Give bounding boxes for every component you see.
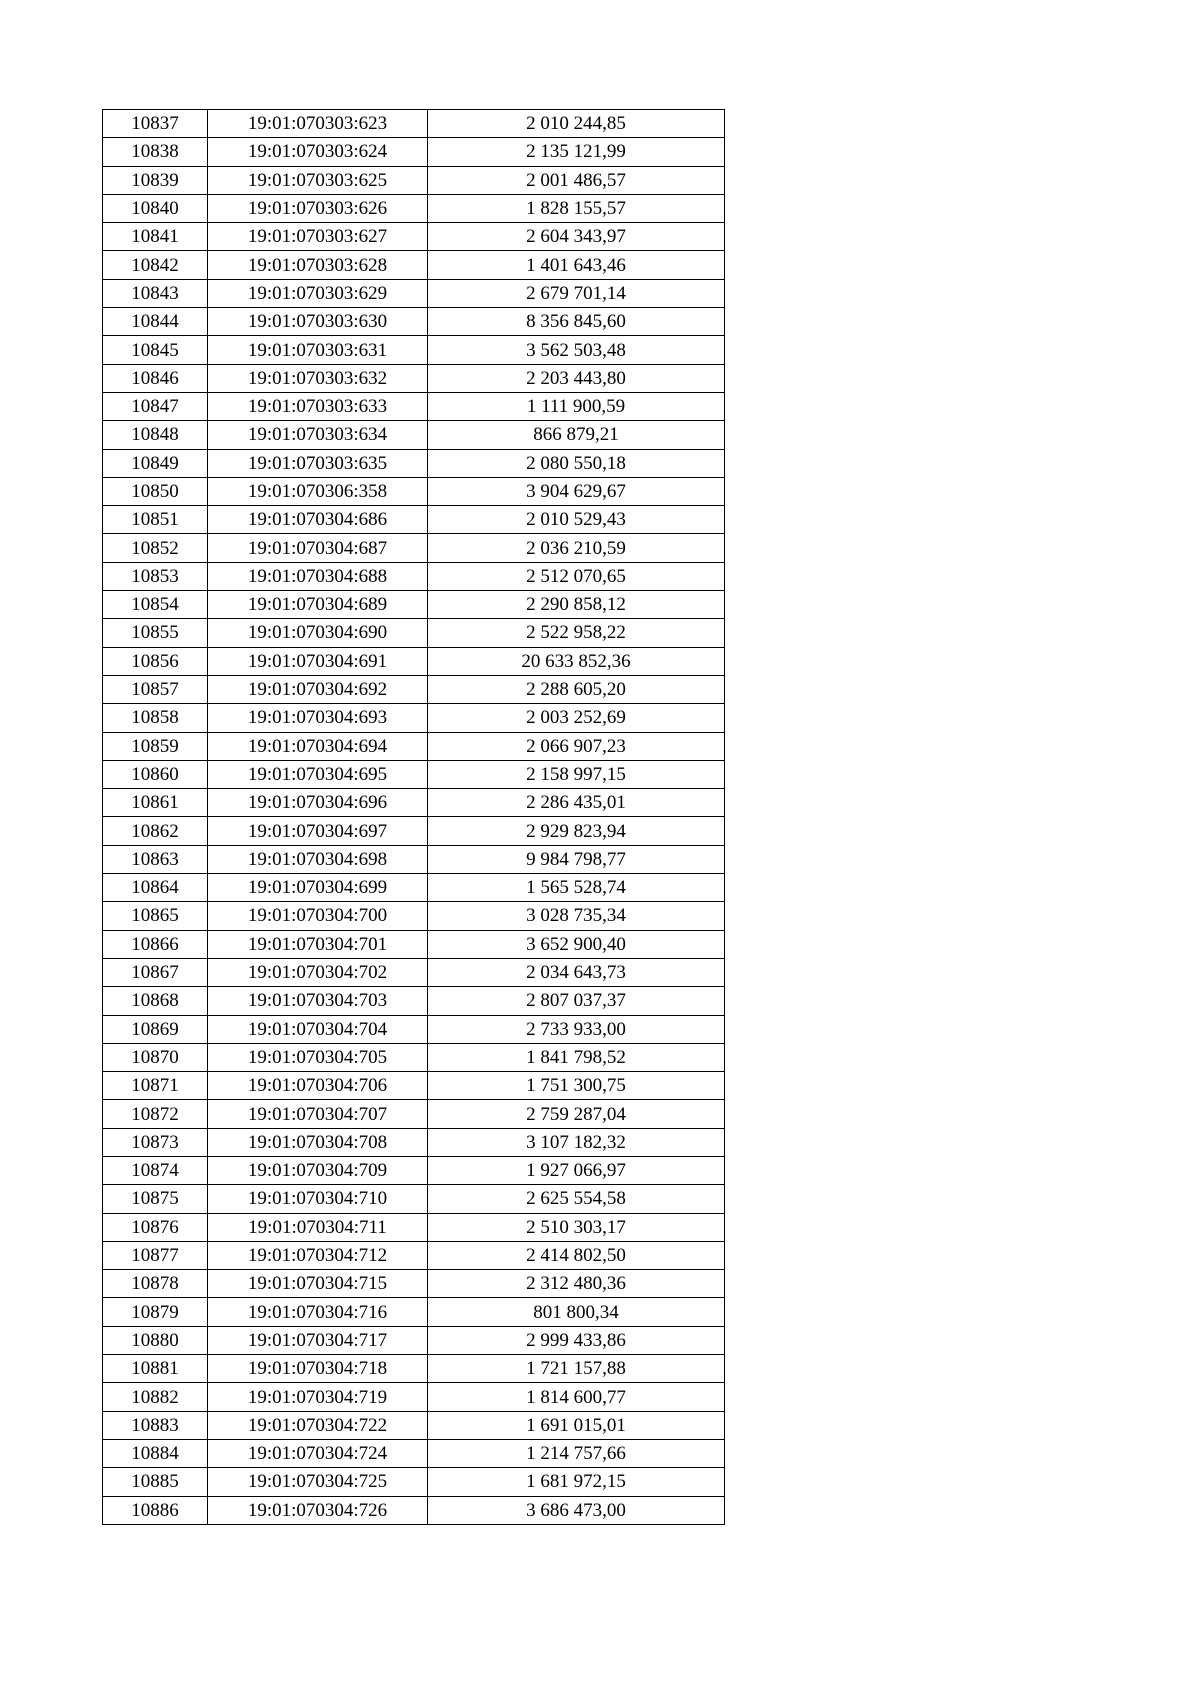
- row-number-cell: 10841: [103, 223, 208, 251]
- cadastral-number-cell: 19:01:070304:707: [208, 1100, 428, 1128]
- row-number-cell: 10866: [103, 930, 208, 958]
- row-number-cell: 10839: [103, 166, 208, 194]
- row-number-cell: 10867: [103, 958, 208, 986]
- cadastral-number-cell: 19:01:070303:632: [208, 364, 428, 392]
- cadastral-value-cell: 3 652 900,40: [428, 930, 725, 958]
- row-number-cell: 10844: [103, 308, 208, 336]
- table-row: [103, 477, 725, 505]
- row-number-cell: 10850: [103, 477, 208, 505]
- row-number-cell: 10845: [103, 336, 208, 364]
- cadastral-number-cell: 19:01:070304:715: [208, 1270, 428, 1298]
- cadastral-value-cell: 1 814 600,77: [428, 1383, 725, 1411]
- cadastral-value-cell: 20 633 852,36: [428, 647, 725, 675]
- table-row: [103, 1100, 725, 1128]
- row-number-cell: 10856: [103, 647, 208, 675]
- cadastral-number-cell: 19:01:070304:686: [208, 506, 428, 534]
- row-number-cell: 10862: [103, 817, 208, 845]
- cadastral-number-cell: 19:01:070304:690: [208, 619, 428, 647]
- row-number-cell: 10846: [103, 364, 208, 392]
- cadastral-value-cell: 1 691 015,01: [428, 1411, 725, 1439]
- cadastral-number-cell: 19:01:070304:701: [208, 930, 428, 958]
- table-row: [103, 704, 725, 732]
- row-number-cell: 10877: [103, 1241, 208, 1269]
- cadastral-value-cell: 2 034 643,73: [428, 958, 725, 986]
- table-row: [103, 1298, 725, 1326]
- table-row: [103, 1043, 725, 1071]
- row-number-cell: 10849: [103, 449, 208, 477]
- table-row: [103, 251, 725, 279]
- cadastral-number-cell: 19:01:070304:695: [208, 760, 428, 788]
- table-row: [103, 336, 725, 364]
- table-row: [103, 166, 725, 194]
- cadastral-number-cell: 19:01:070303:630: [208, 308, 428, 336]
- table-row: [103, 138, 725, 166]
- table-row: [103, 1326, 725, 1354]
- table-row: [103, 1185, 725, 1213]
- row-number-cell: 10882: [103, 1383, 208, 1411]
- row-number-cell: 10842: [103, 251, 208, 279]
- table-row: [103, 958, 725, 986]
- cadastral-number-cell: 19:01:070306:358: [208, 477, 428, 505]
- cadastral-value-cell: 2 010 244,85: [428, 110, 725, 138]
- row-number-cell: 10861: [103, 789, 208, 817]
- cadastral-number-cell: 19:01:070304:704: [208, 1015, 428, 1043]
- cadastral-value-table: [102, 109, 725, 1525]
- cadastral-value-cell: 1 841 798,52: [428, 1043, 725, 1071]
- table-row: [103, 1213, 725, 1241]
- row-number-cell: 10871: [103, 1072, 208, 1100]
- cadastral-number-cell: 19:01:070304:688: [208, 562, 428, 590]
- table-row: [103, 1468, 725, 1496]
- cadastral-value-cell: 2 679 701,14: [428, 279, 725, 307]
- row-number-cell: 10872: [103, 1100, 208, 1128]
- table-row: [103, 562, 725, 590]
- table-row: [103, 760, 725, 788]
- table-row: [103, 1355, 725, 1383]
- cadastral-value-cell: 2 290 858,12: [428, 591, 725, 619]
- row-number-cell: 10878: [103, 1270, 208, 1298]
- table-row: [103, 789, 725, 817]
- row-number-cell: 10883: [103, 1411, 208, 1439]
- row-number-cell: 10840: [103, 194, 208, 222]
- cadastral-value-cell: 3 028 735,34: [428, 902, 725, 930]
- row-number-cell: 10864: [103, 874, 208, 902]
- cadastral-value-cell: 2 080 550,18: [428, 449, 725, 477]
- table-row: [103, 279, 725, 307]
- cadastral-number-cell: 19:01:070304:725: [208, 1468, 428, 1496]
- cadastral-value-cell: 2 312 480,36: [428, 1270, 725, 1298]
- cadastral-number-cell: 19:01:070304:709: [208, 1156, 428, 1184]
- cadastral-value-cell: 2 625 554,58: [428, 1185, 725, 1213]
- table-row: [103, 675, 725, 703]
- cadastral-number-cell: 19:01:070304:711: [208, 1213, 428, 1241]
- table-row: [103, 1411, 725, 1439]
- row-number-cell: 10875: [103, 1185, 208, 1213]
- table-row: [103, 647, 725, 675]
- cadastral-value-cell: 9 984 798,77: [428, 845, 725, 873]
- cadastral-value-cell: 2 999 433,86: [428, 1326, 725, 1354]
- cadastral-value-cell: 2 759 287,04: [428, 1100, 725, 1128]
- table-row: [103, 1072, 725, 1100]
- cadastral-number-cell: 19:01:070304:698: [208, 845, 428, 873]
- cadastral-number-cell: 19:01:070303:628: [208, 251, 428, 279]
- row-number-cell: 10873: [103, 1128, 208, 1156]
- table-row: [103, 1439, 725, 1467]
- table-row: [103, 223, 725, 251]
- row-number-cell: 10865: [103, 902, 208, 930]
- cadastral-number-cell: 19:01:070303:627: [208, 223, 428, 251]
- row-number-cell: 10859: [103, 732, 208, 760]
- cadastral-number-cell: 19:01:070304:724: [208, 1439, 428, 1467]
- table-row: [103, 308, 725, 336]
- cadastral-value-cell: 1 111 900,59: [428, 392, 725, 420]
- table-row: [103, 534, 725, 562]
- cadastral-number-cell: 19:01:070303:633: [208, 392, 428, 420]
- row-number-cell: 10870: [103, 1043, 208, 1071]
- cadastral-value-cell: 2 001 486,57: [428, 166, 725, 194]
- cadastral-value-cell: 1 751 300,75: [428, 1072, 725, 1100]
- cadastral-value-cell: 2 158 997,15: [428, 760, 725, 788]
- table-row: [103, 902, 725, 930]
- row-number-cell: 10874: [103, 1156, 208, 1184]
- cadastral-value-cell: 2 512 070,65: [428, 562, 725, 590]
- row-number-cell: 10863: [103, 845, 208, 873]
- table-row: [103, 1128, 725, 1156]
- table-row: [103, 732, 725, 760]
- row-number-cell: 10886: [103, 1496, 208, 1524]
- cadastral-value-cell: 1 828 155,57: [428, 194, 725, 222]
- cadastral-number-cell: 19:01:070304:705: [208, 1043, 428, 1071]
- cadastral-number-cell: 19:01:070304:696: [208, 789, 428, 817]
- table-row: [103, 1383, 725, 1411]
- row-number-cell: 10848: [103, 421, 208, 449]
- row-number-cell: 10879: [103, 1298, 208, 1326]
- cadastral-value-cell: 1 401 643,46: [428, 251, 725, 279]
- cadastral-number-cell: 19:01:070303:626: [208, 194, 428, 222]
- row-number-cell: 10853: [103, 562, 208, 590]
- cadastral-value-cell: 2 733 933,00: [428, 1015, 725, 1043]
- cadastral-number-cell: 19:01:070304:691: [208, 647, 428, 675]
- cadastral-number-cell: 19:01:070304:703: [208, 987, 428, 1015]
- cadastral-number-cell: 19:01:070303:623: [208, 110, 428, 138]
- cadastral-number-cell: 19:01:070303:625: [208, 166, 428, 194]
- cadastral-value-cell: 2 807 037,37: [428, 987, 725, 1015]
- row-number-cell: 10843: [103, 279, 208, 307]
- cadastral-number-cell: 19:01:070304:722: [208, 1411, 428, 1439]
- cadastral-value-cell: 2 288 605,20: [428, 675, 725, 703]
- cadastral-number-cell: 19:01:070304:708: [208, 1128, 428, 1156]
- table-row: [103, 1241, 725, 1269]
- cadastral-number-cell: 19:01:070304:718: [208, 1355, 428, 1383]
- cadastral-number-cell: 19:01:070303:634: [208, 421, 428, 449]
- cadastral-value-cell: 2 510 303,17: [428, 1213, 725, 1241]
- cadastral-value-cell: 1 721 157,88: [428, 1355, 725, 1383]
- row-number-cell: 10851: [103, 506, 208, 534]
- cadastral-number-cell: 19:01:070304:692: [208, 675, 428, 703]
- cadastral-value-cell: 8 356 845,60: [428, 308, 725, 336]
- cadastral-number-cell: 19:01:070304:699: [208, 874, 428, 902]
- cadastral-value-cell: 2 066 907,23: [428, 732, 725, 760]
- table-row: [103, 110, 725, 138]
- row-number-cell: 10869: [103, 1015, 208, 1043]
- cadastral-number-cell: 19:01:070304:697: [208, 817, 428, 845]
- cadastral-value-cell: 1 565 528,74: [428, 874, 725, 902]
- table-row: [103, 392, 725, 420]
- row-number-cell: 10837: [103, 110, 208, 138]
- table-row: [103, 1270, 725, 1298]
- cadastral-value-cell: 2 135 121,99: [428, 138, 725, 166]
- cadastral-number-cell: 19:01:070303:629: [208, 279, 428, 307]
- table-row: [103, 987, 725, 1015]
- row-number-cell: 10838: [103, 138, 208, 166]
- cadastral-number-cell: 19:01:070304:702: [208, 958, 428, 986]
- cadastral-number-cell: 19:01:070303:631: [208, 336, 428, 364]
- cadastral-value-cell: 2 036 210,59: [428, 534, 725, 562]
- table-row: [103, 845, 725, 873]
- table-row: [103, 874, 725, 902]
- cadastral-value-cell: 2 414 802,50: [428, 1241, 725, 1269]
- cadastral-number-cell: 19:01:070304:706: [208, 1072, 428, 1100]
- cadastral-number-cell: 19:01:070303:635: [208, 449, 428, 477]
- cadastral-number-cell: 19:01:070304:700: [208, 902, 428, 930]
- row-number-cell: 10868: [103, 987, 208, 1015]
- table-row: [103, 421, 725, 449]
- cadastral-number-cell: 19:01:070304:687: [208, 534, 428, 562]
- table-row: [103, 1156, 725, 1184]
- table-row: [103, 506, 725, 534]
- cadastral-value-cell: 3 562 503,48: [428, 336, 725, 364]
- cadastral-value-cell: 2 003 252,69: [428, 704, 725, 732]
- cadastral-value-cell: 801 800,34: [428, 1298, 725, 1326]
- table-row: [103, 817, 725, 845]
- table-body: [103, 110, 725, 1525]
- row-number-cell: 10857: [103, 675, 208, 703]
- cadastral-number-cell: 19:01:070304:717: [208, 1326, 428, 1354]
- cadastral-number-cell: 19:01:070304:716: [208, 1298, 428, 1326]
- cadastral-value-cell: 866 879,21: [428, 421, 725, 449]
- cadastral-number-cell: 19:01:070304:694: [208, 732, 428, 760]
- row-number-cell: 10884: [103, 1439, 208, 1467]
- row-number-cell: 10852: [103, 534, 208, 562]
- table-row: [103, 619, 725, 647]
- cadastral-value-cell: 2 929 823,94: [428, 817, 725, 845]
- cadastral-number-cell: 19:01:070304:726: [208, 1496, 428, 1524]
- table-row: [103, 1496, 725, 1524]
- cadastral-number-cell: 19:01:070304:710: [208, 1185, 428, 1213]
- cadastral-value-cell: 2 522 958,22: [428, 619, 725, 647]
- row-number-cell: 10880: [103, 1326, 208, 1354]
- row-number-cell: 10855: [103, 619, 208, 647]
- table-row: [103, 1015, 725, 1043]
- cadastral-number-cell: 19:01:070304:719: [208, 1383, 428, 1411]
- cadastral-value-cell: 2 010 529,43: [428, 506, 725, 534]
- row-number-cell: 10876: [103, 1213, 208, 1241]
- cadastral-value-cell: 2 286 435,01: [428, 789, 725, 817]
- row-number-cell: 10885: [103, 1468, 208, 1496]
- cadastral-value-cell: 1 681 972,15: [428, 1468, 725, 1496]
- cadastral-value-cell: 1 214 757,66: [428, 1439, 725, 1467]
- cadastral-value-cell: 3 107 182,32: [428, 1128, 725, 1156]
- table-row: [103, 364, 725, 392]
- table-row: [103, 930, 725, 958]
- row-number-cell: 10854: [103, 591, 208, 619]
- cadastral-number-cell: 19:01:070304:693: [208, 704, 428, 732]
- row-number-cell: 10858: [103, 704, 208, 732]
- cadastral-value-cell: 3 904 629,67: [428, 477, 725, 505]
- cadastral-number-cell: 19:01:070303:624: [208, 138, 428, 166]
- row-number-cell: 10881: [103, 1355, 208, 1383]
- cadastral-value-cell: 1 927 066,97: [428, 1156, 725, 1184]
- cadastral-value-cell: 2 604 343,97: [428, 223, 725, 251]
- cadastral-value-cell: 2 203 443,80: [428, 364, 725, 392]
- cadastral-number-cell: 19:01:070304:712: [208, 1241, 428, 1269]
- row-number-cell: 10847: [103, 392, 208, 420]
- row-number-cell: 10860: [103, 760, 208, 788]
- table-row: [103, 591, 725, 619]
- cadastral-number-cell: 19:01:070304:689: [208, 591, 428, 619]
- table-row: [103, 449, 725, 477]
- table-row: [103, 194, 725, 222]
- cadastral-value-cell: 3 686 473,00: [428, 1496, 725, 1524]
